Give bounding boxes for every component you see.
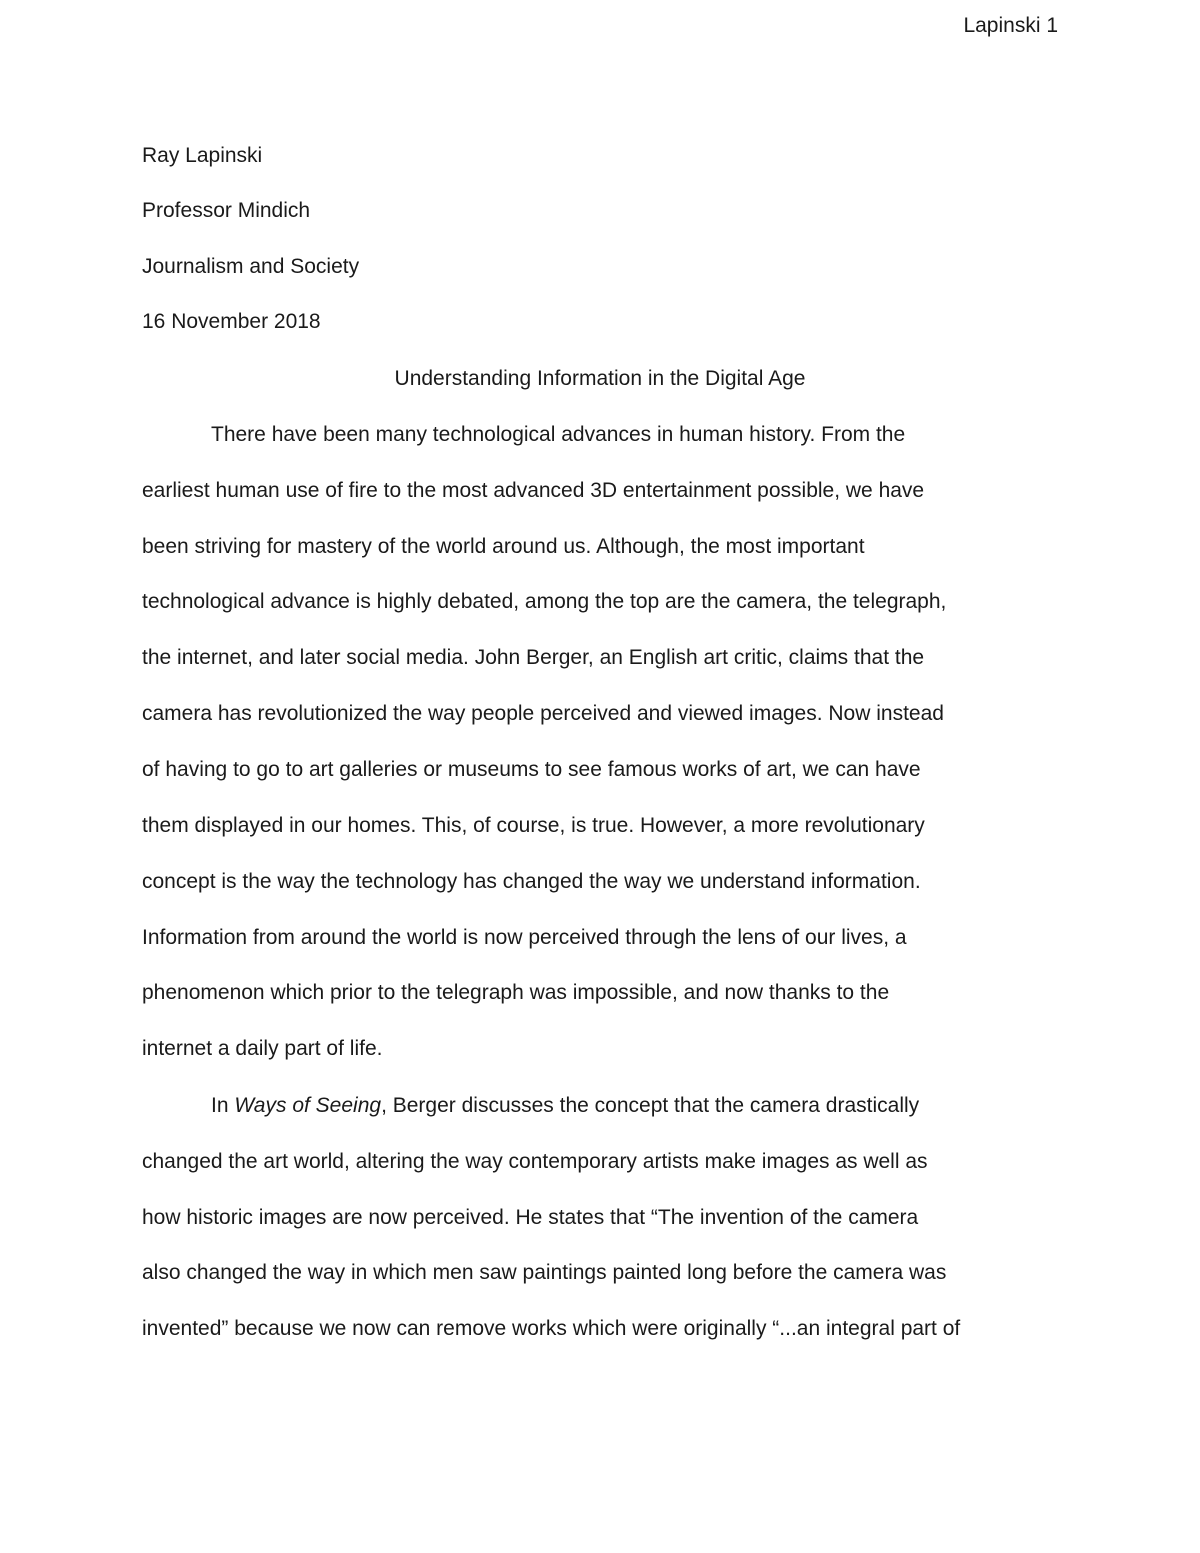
paragraph-1-line-6: camera has revolutionized the way people perceived and viewed images. Now instead bbox=[142, 702, 944, 725]
paragraph-1-line-5: the internet, and later social media. John Berger, an English art critic, claims that the bbox=[142, 646, 925, 669]
book-title: Ways of Seeing bbox=[234, 1094, 382, 1117]
paragraph-2-line-1-lead: In bbox=[211, 1094, 235, 1117]
paragraph-2-line-1-rest: , Berger discusses the concept that the camera drastically bbox=[381, 1094, 920, 1117]
paragraph-2-line-5: invented” because we now can remove works which were originally “...an integral part of bbox=[142, 1317, 961, 1340]
essay-title: Understanding Information in the Digital Age bbox=[394, 367, 806, 390]
paragraph-2-line-4: also changed the way in which men saw paintings painted long before the camera was bbox=[142, 1261, 947, 1284]
paragraph-1-line-4: technological advance is highly debated, among the top are the camera, the telegraph, bbox=[142, 590, 947, 613]
running-head: Lapinski 1 bbox=[963, 14, 1058, 37]
course-name: Journalism and Society bbox=[142, 255, 360, 278]
paragraph-1-line-9: concept is the way the technology has changed the way we understand information. bbox=[142, 870, 921, 893]
paragraph-2-line-2: changed the art world, altering the way contemporary artists make images as well as bbox=[142, 1150, 928, 1173]
instructor-name: Professor Mindich bbox=[142, 199, 311, 222]
paragraph-1-line-8: them displayed in our homes. This, of course, is true. However, a more revolutionary bbox=[142, 814, 925, 837]
paragraph-2-line-1 bbox=[211, 1092, 919, 1120]
paragraph-2-line-3: how historic images are now perceived. He states that “The invention of the camera bbox=[142, 1206, 919, 1229]
paragraph-1-line-3: been striving for mastery of the world around us. Although, the most important bbox=[142, 535, 865, 558]
paragraph-1-line-2: earliest human use of fire to the most advanced 3D entertainment possible, we have bbox=[142, 479, 925, 502]
paragraph-1-line-11: phenomenon which prior to the telegraph was impossible, and now thanks to the bbox=[142, 981, 890, 1004]
paragraph-1-line-7: of having to go to art galleries or museums to see famous works of art, we can have bbox=[142, 758, 921, 781]
document-date: 16 November 2018 bbox=[142, 310, 321, 333]
paragraph-1-line-10: Information from around the world is now perceived through the lens of our lives, a bbox=[142, 926, 907, 949]
author-name: Ray Lapinski bbox=[142, 144, 263, 167]
paragraph-1-line-12: internet a daily part of life. bbox=[142, 1037, 383, 1060]
paragraph-1-line-1: There have been many technological advances in human history. From the bbox=[211, 423, 906, 446]
